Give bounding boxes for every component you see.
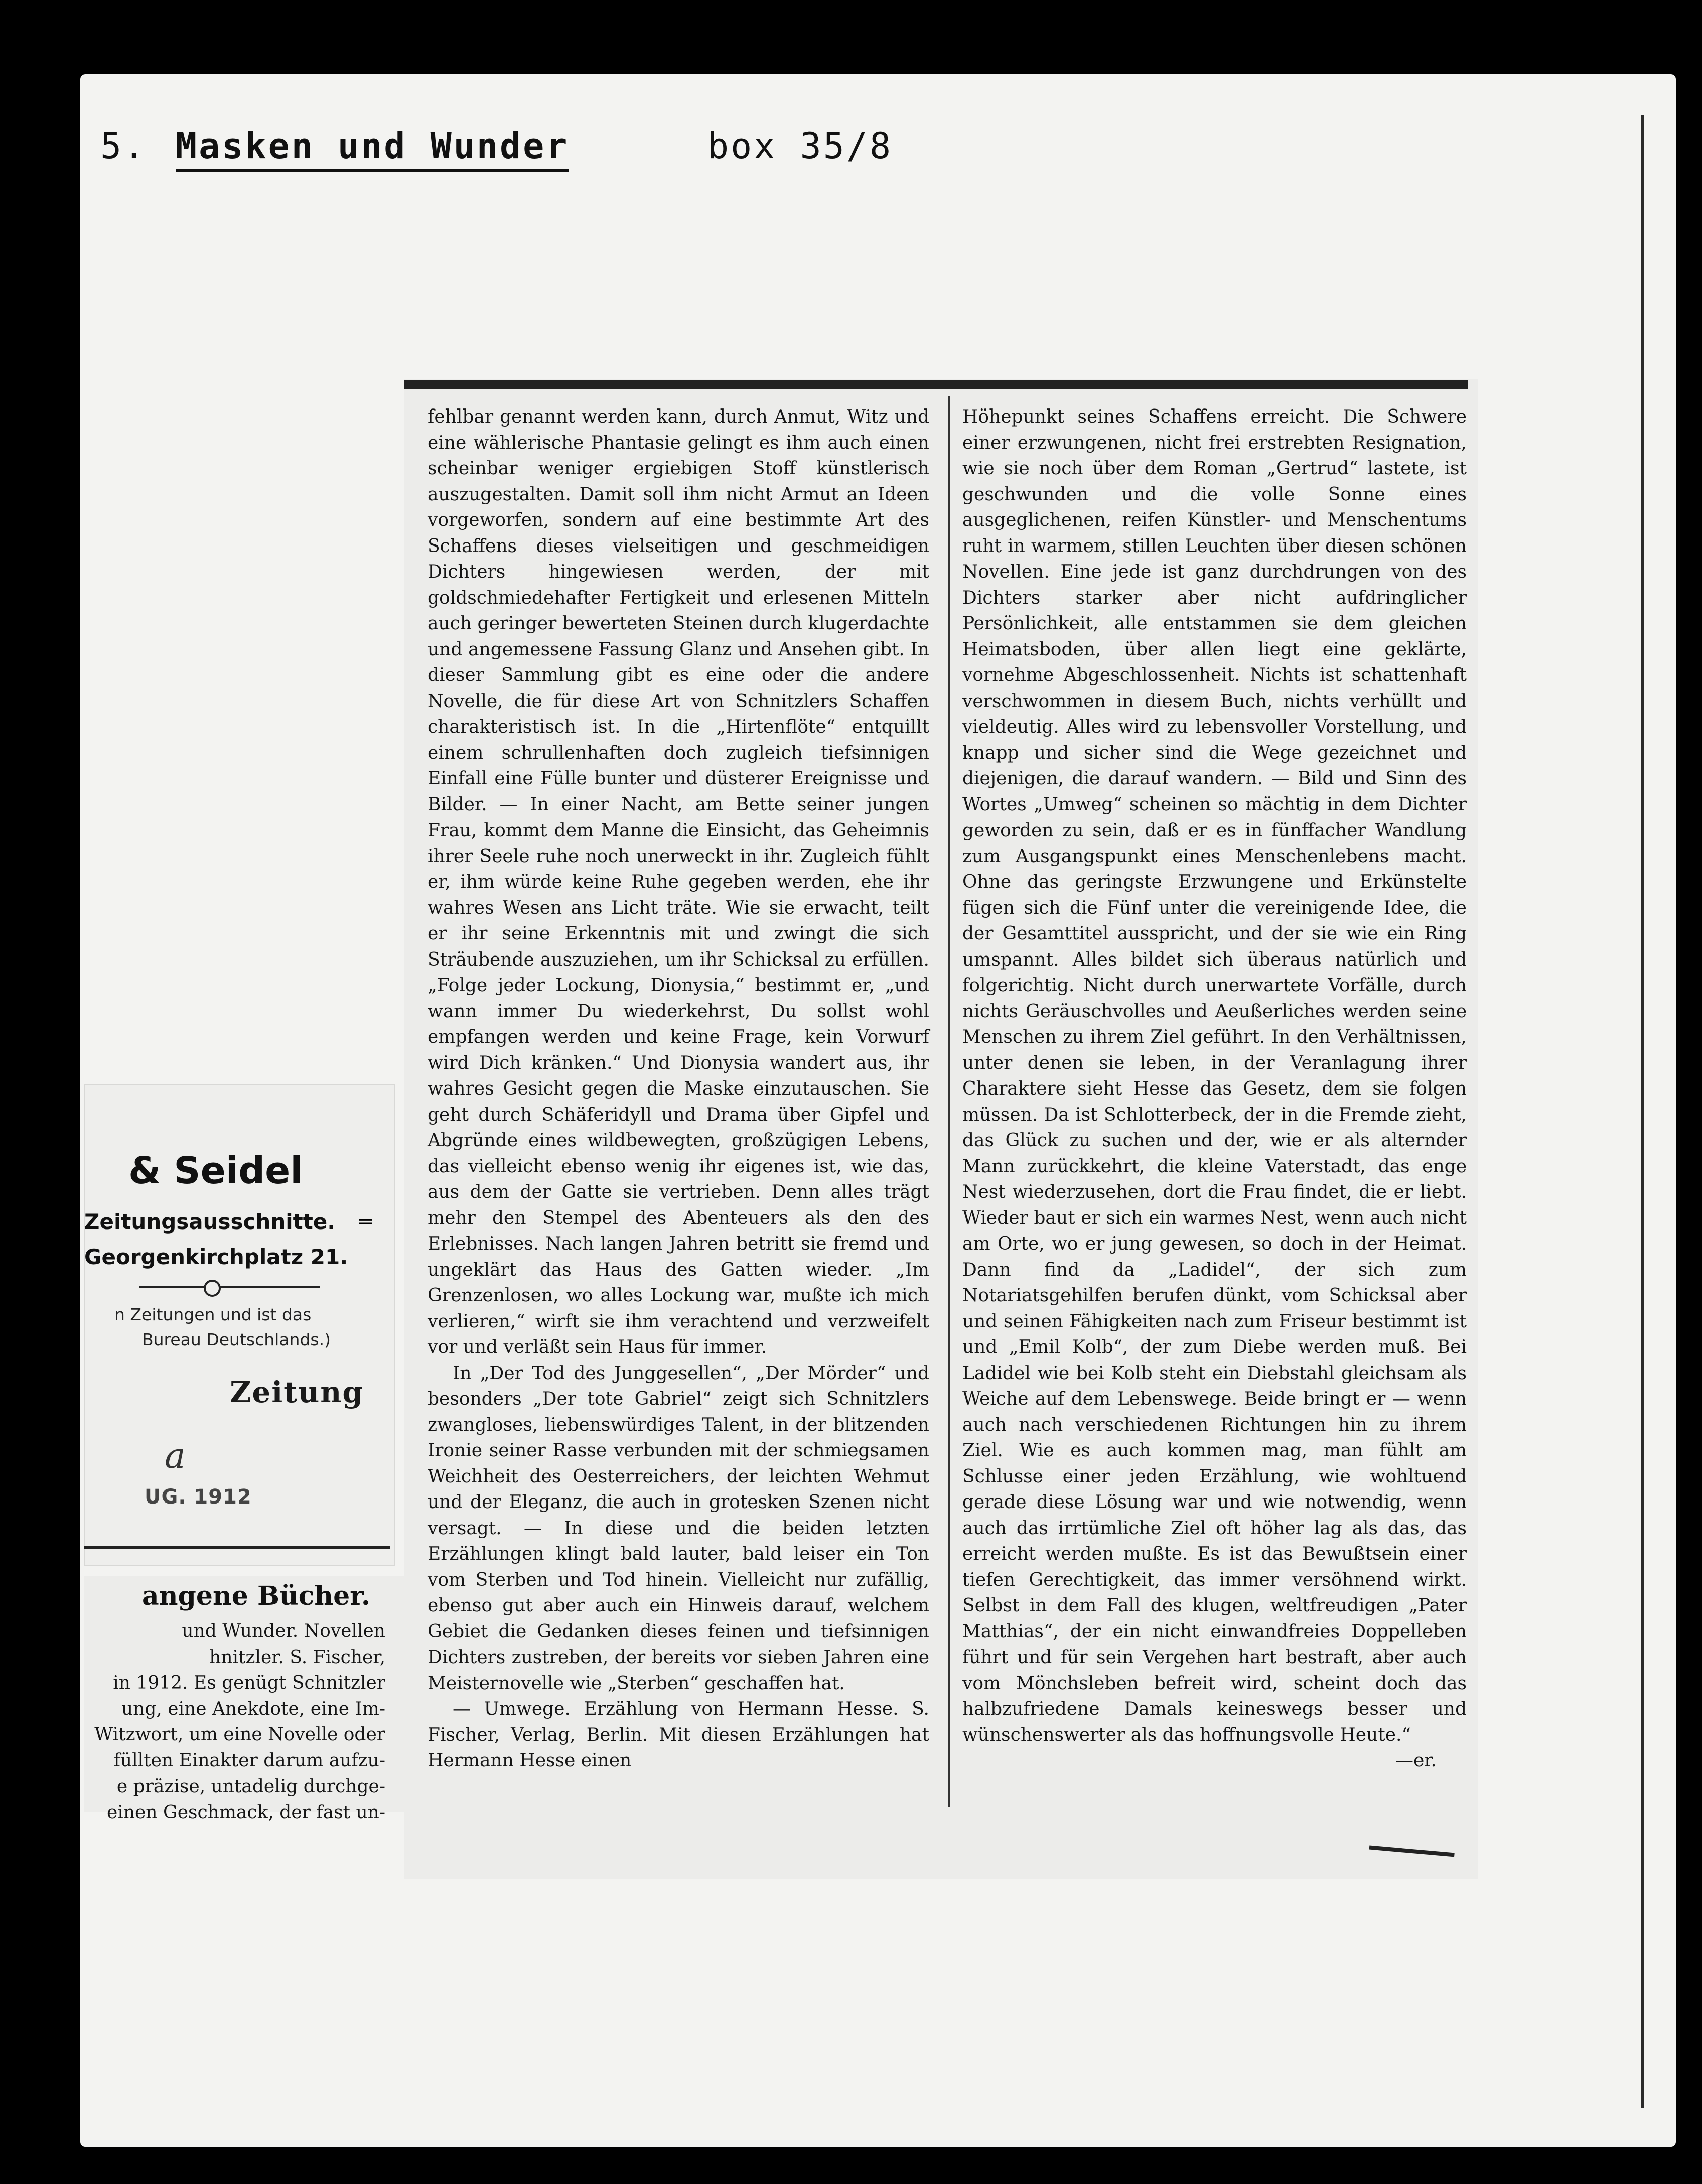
- fragment-line: in 1912. Es genügt Schnitzler: [113, 1673, 385, 1693]
- clipping-column-2: [962, 404, 1467, 1819]
- author-signature: —er.: [1395, 1750, 1437, 1771]
- col2-paragraph-1: Höhepunkt seines Schaffens erreicht. Die Schwere einer erzwungenen, nicht frei erstrebten Resignation, wie sie noch über dem Roman „Gertrud“ lastete, ist geschwunden und die volle Sonne eines ausgeglichenen, reifen Künstler- und Menschentums ruht in warmem, stillen Leuchten über diesen schönen Novellen. Eine jede ist ganz durchdrungen von des Dichters starker aber nicht aufdringlicher Persönlichkeit, alle entstammen sie dem gleichen Heimatsboden, über allen liegt eine geklärte, vornehme Abgeschlossenheit. Nichts ist schattenhaft verschwommen in diesem Buch, nichts verhüllt und vieldeutig. Alles wird zu lebensvoller Vorstellung, und knapp und sicher sind die Wege gezeichnet und diejenigen, die darauf wandern. — Bild und Sinn des Wortes „Umweg“ scheinen so mächtig in dem Dichter geworden zu sein, daß er es in fünffacher Wandlung zum Ausgangspunkt eines Menschenlebens macht. Ohne das geringste Erzwungene und Erkünstelte fügen sich die Fünf unter die vereinigende Idee, die der Gesamttitel ausspricht, und der sie wie ein Ring umspannt. Alles bildet sich überaus natürlich und folgerichtig. Nicht durch unerwartete Vorfälle, durch nichts Geräuschvolles und Aeußerliches werden seine Menschen zu ihrem Ziel geführt. In den Verhältnissen, unter denen sie leben, in der Veranlagung ihrer Charaktere sieht Hesse das Gesetz, dem sie folgen müssen. Da ist Schlotterbeck, der in die Fremde zieht, das Glück zu suchen und der, wie er als alternder Mann zurückkehrt, die kleine Vaterstadt, das enge Nest wiederzusehen, dort die Frau findet, die er liebt. Wieder baut er sich ein warmes Nest, wenn auch nicht am Orte, wo er jung gewesen, so doch in der Heimat. Dann find da „Ladidel“, der sich zum Notariatsgehilfen berufen dünkt, vom Schicksal aber und seinen Fähigkeiten nach zum Friseur bestimmt ist und „Emil Kolb“, der zum Diebe werden muß. Bei Ladidel wie bei Kolb steht ein Diebstahl gleichsam als Weiche auf dem Lebenswege. Beide bringt er — wenn auch nach verschiedenen Richtungen hin zu ihrem Ziel. Wie es auch kommen mag, man fühlt am Schlusse einer jeden Erzählung, wie wohltuend gerade diese Lösung war und wie notwendig, wenn auch das irrtümliche Ziel oft höher lag als das, das erreicht werden mußte. Es ist das Bewußtsein einer tiefen Gerechtigkeit, das immer versöhnend wirkt. Selbst in dem Fall des klugen, weltfreudigen „Pater Matthias“, der ein nicht einwandfreies Doppelleben führt und für sein Vergehen hart bestraft, aber auch vom Mönchsleben befreit wird, scheint doch das halbzufriedene Damals keineswegs besser und wünschenswerter als das hoffnungsvolle Heute.“: [962, 406, 1467, 1745]
- fragment-text: [64, 1618, 385, 1825]
- stamp-bottom-rule: [84, 1546, 390, 1549]
- stamp-ornament: [204, 1280, 221, 1297]
- column-divider: [948, 396, 950, 1807]
- header-box-label: box 35/8: [707, 125, 893, 167]
- fragment-heading: angene Bücher.: [142, 1581, 370, 1611]
- stamp-newspaper-name: Zeitung: [230, 1375, 364, 1409]
- stamp-date: UG. 1912: [145, 1485, 252, 1509]
- stamp-firm-name: & Seidel: [128, 1149, 303, 1192]
- fragment-line: Witzwort, um eine Novelle oder: [94, 1724, 385, 1745]
- stamp-line-4: Bureau Deutschlands.): [142, 1330, 331, 1349]
- stamp-line-2: Georgenkirchplatz 21.: [84, 1245, 348, 1269]
- fragment-line: e präzise, untadelig durchge-: [116, 1776, 385, 1797]
- col1-paragraph-2: In „Der Tod des Junggesellen“, „Der Mörder“ und besonders „Der tote Gabriel“ zeigt sich Schnitzlers zwangloses, liebenswürdiges Talent, in der blitzenden Ironie seiner Rasse verbunden mit der schmiegsamen Weichheit des Oesterreichers, der leichten Wehmut und der Eleganz, die auch in grotesken Szenen nicht versagt. — In diese und die beiden letzten Erzählungen klingt bald lauter, bald leiser ein Ton vom Sterben und Tod hinein. Vielleicht nur zufällig, ebenso gut aber auch ein Hinweis darauf, welchem Gebiet die Gedanken dieses feinen und tiefsinnigen Dichters zustreben, der bereits vor sieben Jahren eine Meisternovelle wie „Sterben“ geschaffen hat.: [428, 1362, 929, 1694]
- left-column-fragment: [84, 1576, 405, 1823]
- fragment-line: ung, eine Anekdote, eine Im-: [121, 1698, 385, 1719]
- header-title: Masken und Wunder: [176, 125, 569, 172]
- clipping-bureau-stamp: [84, 1084, 395, 1566]
- stamp-line-3: n Zeitungen und ist das: [114, 1305, 312, 1324]
- fragment-line: einen Geschmack, der fast un-: [107, 1802, 385, 1823]
- clipping-top-rule: [404, 380, 1468, 389]
- stamp-line-1-dash: ═: [359, 1209, 372, 1234]
- col1-paragraph-1: fehlbar genannt werden kann, durch Anmut, Witz und eine wählerische Phantasie gelingt es ihm auch einen scheinbar weniger ergiebigen Stoff künstlerisch auszugestalten. Damit soll ihm nicht Armut an Ideen vorgeworfen, sondern auf eine bestimmte Art des Schaffens dieses vielseitigen und geschmeidigen Dichters hingewiesen werden, der mit goldschmiedehafter Fertigkeit und erlesenen Mitteln auch geringer bewerteten Steinen durch klugerdachte und angemessene Fassung Glanz und Ansehen gibt. In dieser Sammlung gibt es eine oder die andere Novelle, die für diese Art von Schnitzlers Schaffen charakteristisch ist. In die „Hirtenflöte“ entquillt einem schrullenhaften doch zugleich tiefsinnigen Einfall eine Fülle bunter und düsterer Ereignisse und Bilder. — In einer Nacht, am Bette seiner jungen Frau, kommt dem Manne die Einsicht, das Geheimnis ihrer Seele ruhe noch unerweckt in ihr. Zugleich fühlt er, ihm würde keine Ruhe gegeben werden, ehe ihr wahres Wesen ans Licht träte. Wie sie erwacht, teilt er ihr seine Erkenntnis mit und zwingt die sich Sträubende auszuziehen, um ihr Schicksal zu erfüllen. „Folge jeder Lockung, Dionysia,“ bestimmt er, „und wann immer Du wiederkehrst, Du sollst wohl empfangen werden und keine Frage, kein Vorwurf wird Dich kränken.“ Und Dionysia wandert aus, ihr wahres Gesicht gegen die Maske einzutauschen. Sie geht durch Schäferidyll und Drama über Gipfel und Abgründe eines wildbewegten, großzügigen Lebens, das vielleicht ebenso wenig ihr eigenes ist, wie das, aus dem der Gatte sie vertrieben. Denn alles trägt mehr den Stempel des Abenteuers als den des Erlebnisses. Nach langen Jahren betritt sie fremd und ungeklärt das Haus des Gatten wieder. „Im Grenzenlosen, wo alles Lockung war, mußte ich mich verlieren,“ wirft sie ihm verachtend und verzweifelt vor und verläßt sein Haus für immer.: [428, 406, 929, 1357]
- header-number: 5.: [100, 125, 147, 167]
- fragment-line: füllten Einakter darum aufzu-: [113, 1750, 385, 1771]
- fragment-line: und Wunder. Novellen: [182, 1621, 385, 1642]
- clipping-column-1: [428, 404, 929, 1819]
- fragment-line: hnitzler. S. Fischer,: [209, 1647, 385, 1668]
- stamp-rule: [139, 1286, 320, 1288]
- stamp-line-1: Zeitungsausschnitte.: [84, 1209, 336, 1234]
- stamp-handwritten-mark: a: [165, 1435, 186, 1476]
- col1-paragraph-3: — Umwege. Erzählung von Hermann Hesse. S. Fischer, Verlag, Berlin. Mit diesen Erzählungen hat Hermann Hesse einen: [428, 1699, 929, 1771]
- sheet-edge: [1641, 115, 1644, 2108]
